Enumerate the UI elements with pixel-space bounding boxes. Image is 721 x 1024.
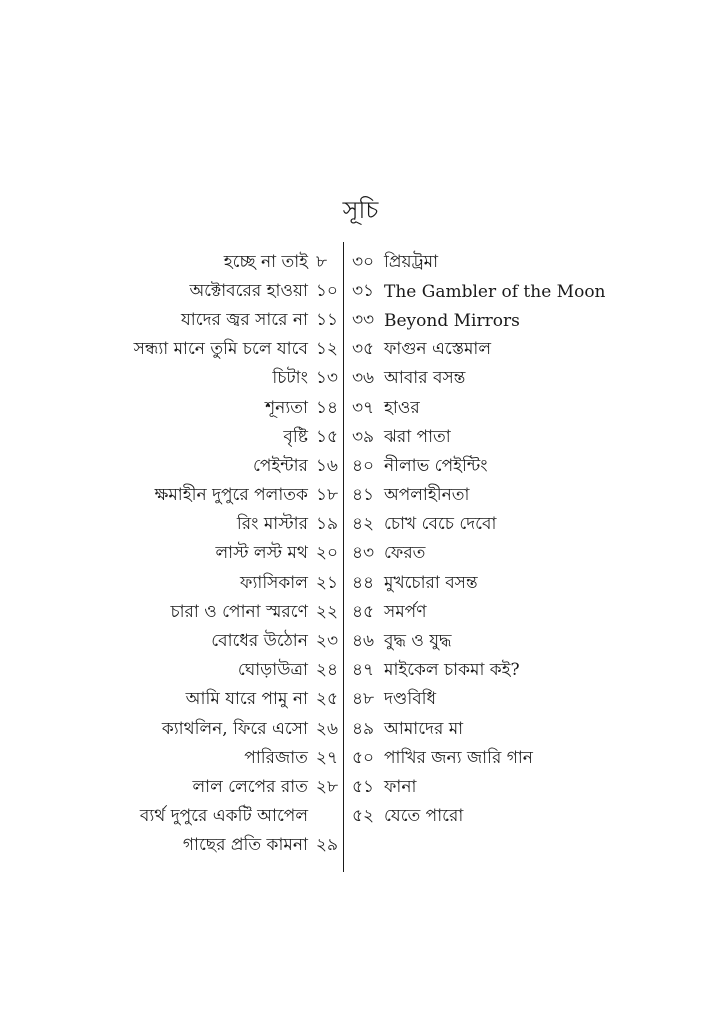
toc-entry-title: ফেরত (384, 543, 426, 564)
page-title: সূচি (342, 196, 379, 224)
toc-entry-title: ঘোড়াউত্রা (237, 660, 308, 681)
toc-entry (352, 248, 712, 277)
toc-entry (20, 511, 338, 540)
toc-entry (352, 773, 712, 802)
toc-entry (352, 540, 712, 569)
toc-entry-page: ৪৭ (352, 660, 375, 681)
toc-entry-page: ৫০ (352, 747, 375, 768)
toc-entry (352, 423, 712, 452)
toc-entry-title: ফাগুন এস্তেমাল (384, 339, 492, 360)
toc-entry-page: ৩০ (352, 251, 375, 272)
toc-entry-page: ৮ (316, 251, 328, 272)
toc-entry-title: ব্যর্থ দুপুরে একটি আপেল (139, 806, 308, 827)
toc-entry-page: ৩৭ (352, 397, 375, 418)
toc-entry-page: ১৬ (315, 455, 338, 476)
toc-entry-page: ১৩ (315, 368, 338, 389)
toc-entry-title: রিং মাস্টার (236, 514, 308, 535)
toc-entry-title: যেতে পারো (384, 806, 464, 827)
toc-entry-page: ২২ (315, 601, 338, 622)
toc-entry-title: লাল লেপের রাত (192, 776, 308, 797)
toc-entry-page: ১৮ (315, 485, 338, 506)
toc-entry-title: বৃষ্টি (283, 426, 308, 447)
toc-entry-page: ২০ (315, 543, 338, 564)
toc-entry-page: ২৫ (315, 689, 338, 710)
toc-entry-page: ৪৩ (352, 543, 375, 564)
toc-entry-page: ১২ (315, 339, 338, 360)
toc-entry-title: চারা ও পোনা স্মরণে (170, 601, 308, 622)
toc-entry (352, 598, 712, 627)
toc-entry-page: ৪১ (352, 485, 375, 506)
toc-left-column (20, 248, 338, 861)
toc-entry-title: গাছের প্রতি কামনা (182, 835, 308, 856)
toc-entry-title: ক্ষমাহীন দুপুরে পলাতক (154, 485, 308, 506)
toc-entry-page: ৩৩ (352, 309, 375, 330)
toc-entry-page: ২৩ (315, 631, 338, 652)
toc-entry (20, 336, 338, 365)
toc-entry-title: মুখচোরা বসন্ত (384, 572, 478, 593)
toc-entry-page: ৪৪ (352, 572, 375, 593)
toc-entry (20, 540, 338, 569)
toc-entry-title: যাদের জ্বর সারে না (181, 309, 308, 330)
toc-entry (20, 306, 338, 335)
toc-entry-page: ১৪ (315, 397, 338, 418)
toc-entry (20, 423, 338, 452)
toc-entry (352, 306, 712, 335)
toc-entry-title: দণ্ডবিধি (384, 689, 437, 710)
toc-entry (352, 686, 712, 715)
toc-entry (20, 598, 338, 627)
toc-entry-page: ৪৮ (352, 689, 375, 710)
toc-entry (352, 394, 712, 423)
toc-entry (20, 365, 338, 394)
toc-entry-title: চিটাং (272, 368, 308, 389)
toc-entry-title: চোখ বেচে দেবো (384, 514, 497, 535)
toc-right-column (352, 248, 712, 832)
toc-entry-title: ঝরা পাতা (384, 426, 451, 447)
toc-entry-page: ৫২ (352, 806, 375, 827)
toc-entry (20, 627, 338, 656)
toc-entry-title: প্রিয়ট্রমা (384, 251, 439, 272)
toc-entry (352, 365, 712, 394)
toc-entry-title: লাস্ট লস্ট মথ (215, 543, 308, 564)
toc-entry-title: পারিজাত (244, 747, 308, 768)
toc-entry-title: Beyond Mirrors (384, 310, 520, 331)
toc-entry (352, 627, 712, 656)
toc-entry-title: শূন্যতা (265, 397, 308, 418)
toc-entry (352, 657, 712, 686)
toc-entry (352, 511, 712, 540)
toc-entry (20, 248, 338, 277)
toc-entry-title: আমি যারে পামু না (185, 689, 308, 710)
toc-entry-page: ২১ (315, 572, 338, 593)
toc-entry-page: ১৯ (315, 514, 338, 535)
toc-entry-page: ২৮ (315, 776, 338, 797)
toc-entry-title: ফানা (384, 776, 417, 797)
toc-entry (352, 277, 712, 306)
toc-entry-title: আমাদের মা (384, 718, 464, 739)
toc-entry-page: ৩৫ (352, 339, 375, 360)
toc-entry-page: ৩৯ (352, 426, 375, 447)
toc-entry (20, 452, 338, 481)
toc-entry-title: পেইন্টার (252, 455, 308, 476)
toc-entry (20, 803, 338, 832)
toc-entry (352, 715, 712, 744)
toc-entry-title: The Gambler of the Moon (384, 281, 606, 302)
toc-entry (20, 744, 338, 773)
toc-entry (352, 482, 712, 511)
toc-entry-title: অপলাহীনতা (384, 485, 470, 506)
toc-entry-title: নীলাভ পেইন্টিং (384, 455, 488, 476)
toc-entry-page: ১০ (315, 280, 338, 301)
toc-entry (352, 336, 712, 365)
toc-entry (20, 277, 338, 306)
toc-entry-page: ৪০ (352, 455, 375, 476)
toc-entry-title: সমর্পণ (384, 601, 427, 622)
toc-entry-title: পাখির জন্য জারি গান (384, 747, 533, 768)
toc-entry (20, 832, 338, 861)
toc-entry-title: বুদ্ধ ও যুদ্ধ (384, 631, 452, 652)
toc-entry (352, 569, 712, 598)
toc-entry-page: ৩১ (352, 280, 375, 301)
toc-entry (352, 803, 712, 832)
toc-entry (20, 773, 338, 802)
toc-entry-page: ৩৬ (352, 368, 375, 389)
toc-entry-title: হচ্ছে না তাই (223, 251, 308, 272)
toc-entry-page: ৪৬ (352, 631, 375, 652)
toc-entry-title: হাওর (384, 397, 420, 418)
toc-entry (20, 394, 338, 423)
toc-entry-title: ক্যাথলিন, ফিরে এসো (161, 718, 308, 739)
toc-entry-title: বোধের উঠোন (211, 631, 308, 652)
toc-entry (20, 686, 338, 715)
toc-entry (20, 569, 338, 598)
toc-entry-title: আবার বসন্ত (384, 368, 466, 389)
toc-entry-title: অক্টোবরের হাওয়া (189, 280, 308, 301)
toc-entry (20, 482, 338, 511)
toc-entry (352, 452, 712, 481)
toc-entry-title: ফ্যাসিকাল (240, 572, 308, 593)
toc-entry-page: ৫১ (352, 776, 375, 797)
toc-entry (20, 657, 338, 686)
toc-entry-page: ৪৯ (352, 718, 375, 739)
toc-entry-page: ২৭ (315, 747, 338, 768)
toc-entry-title: মাইকেল চাকমা কই? (384, 660, 520, 681)
column-divider (343, 242, 344, 872)
toc-entry-page: ৪৫ (352, 601, 375, 622)
toc-entry (352, 744, 712, 773)
toc-entry-page: ৪২ (352, 514, 375, 535)
toc-entry-title: সন্ধ্যা মানে তুমি চলে যাবে (133, 339, 308, 360)
toc-entry-page: ২৬ (315, 718, 338, 739)
toc-entry-page: ২৯ (315, 835, 338, 856)
toc-entry (20, 715, 338, 744)
toc-entry-page: ২৪ (315, 660, 338, 681)
toc-entry-page: ১১ (315, 309, 338, 330)
toc-entry-page: ১৫ (315, 426, 338, 447)
